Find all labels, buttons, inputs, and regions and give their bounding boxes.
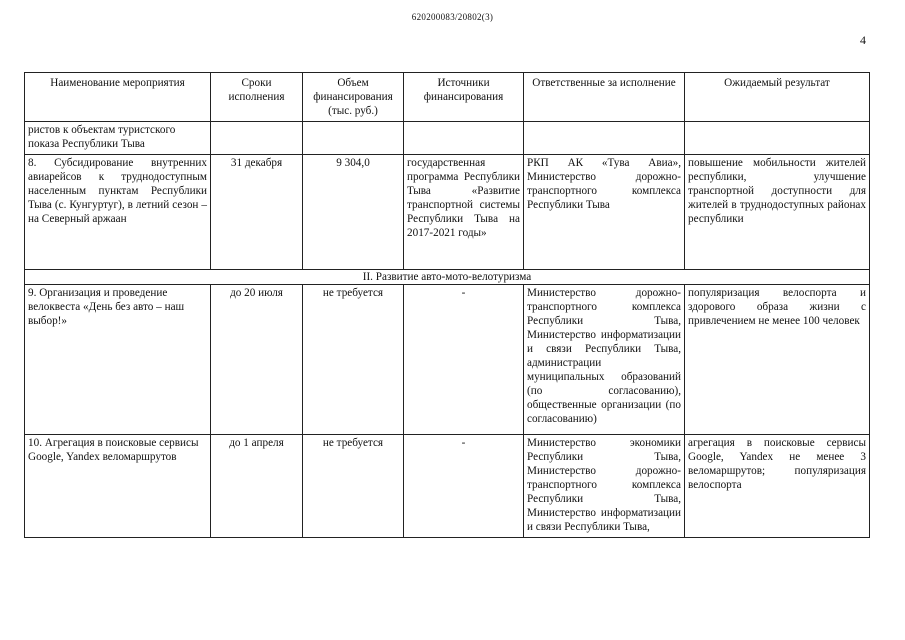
cell-responsible: Министерство экономики Республики Тыва, Министерство дорожно-транспортного комплекса Республики Тыва, Министерство информатизации и связи Республики Тыва,	[524, 435, 685, 538]
cell-amount	[303, 122, 404, 155]
header-amount: Объем финансирования (тыс. руб.)	[303, 73, 404, 122]
header-name: Наименование мероприятия	[25, 73, 211, 122]
header-source: Источники финансирования	[404, 73, 524, 122]
table-row	[25, 122, 870, 155]
cell-amount: 9 304,0	[303, 155, 404, 270]
cell-name: 9. Организация и проведение велоквеста «День без авто – наш выбор!»	[25, 285, 211, 435]
section-title: II. Развитие авто-мото-велотуризма	[25, 270, 870, 285]
cell-source: -	[404, 435, 524, 538]
cell-name: 8. Субсидирование внутренних авиарейсов к труднодоступным населенным пунктам Республики Тыва (с. Кунгуртуг), в летний сезон – на Северный аржаан	[25, 155, 211, 270]
cell-responsible: РКП АК «Тува Авиа», Министерство дорожно-транспортного комплекса Республики Тыва	[524, 155, 685, 270]
cell-result: популяризация велоспорта и здорового образа жизни с привлечением не менее 100 человек	[685, 285, 870, 435]
header-result: Ожидаемый результат	[685, 73, 870, 122]
table-row	[25, 435, 870, 538]
cell-deadline: до 1 апреля	[211, 435, 303, 538]
cell-deadline: до 20 июля	[211, 285, 303, 435]
section-row	[25, 270, 870, 285]
cell-result: агрегация в поисковые сервисы Google, Yandex не менее 3 веломаршрутов; популяризация велоспорта	[685, 435, 870, 538]
cell-source: государственная программа Республики Тыва «Развитие транспортной системы Республики Тыва на 2017-2021 годы»	[404, 155, 524, 270]
cell-amount: не требуется	[303, 435, 404, 538]
events-table	[24, 72, 870, 538]
table-row	[25, 285, 870, 435]
cell-responsible	[524, 122, 685, 155]
table-row	[25, 155, 870, 270]
page-number: 4	[860, 33, 866, 47]
document-id: 620200083/20802(3)	[411, 12, 494, 22]
cell-source	[404, 122, 524, 155]
cell-deadline: 31 декабря	[211, 155, 303, 270]
cell-result: повышение мобильности жителей республики, улучшение транспортной доступности для жителей в труднодоступных районах республики	[685, 155, 870, 270]
cell-deadline	[211, 122, 303, 155]
header-deadline: Сроки исполнения	[211, 73, 303, 122]
header-responsible: Ответственные за исполнение	[524, 73, 685, 122]
cell-amount: не требуется	[303, 285, 404, 435]
cell-responsible: Министерство дорожно-транспортного комплекса Республики Тыва, Министерство информатизации и связи Республики Тыва, администрации муниципальных образований (по согласованию), общественные организации (по согласованию)	[524, 285, 685, 435]
cell-result	[685, 122, 870, 155]
table-header-row	[25, 73, 870, 122]
cell-name: ристов к объектам туристского показа Республики Тыва	[25, 122, 211, 155]
cell-name: 10. Агрегация в поисковые сервисы Google, Yandex веломаршрутов	[25, 435, 211, 538]
cell-source: -	[404, 285, 524, 435]
